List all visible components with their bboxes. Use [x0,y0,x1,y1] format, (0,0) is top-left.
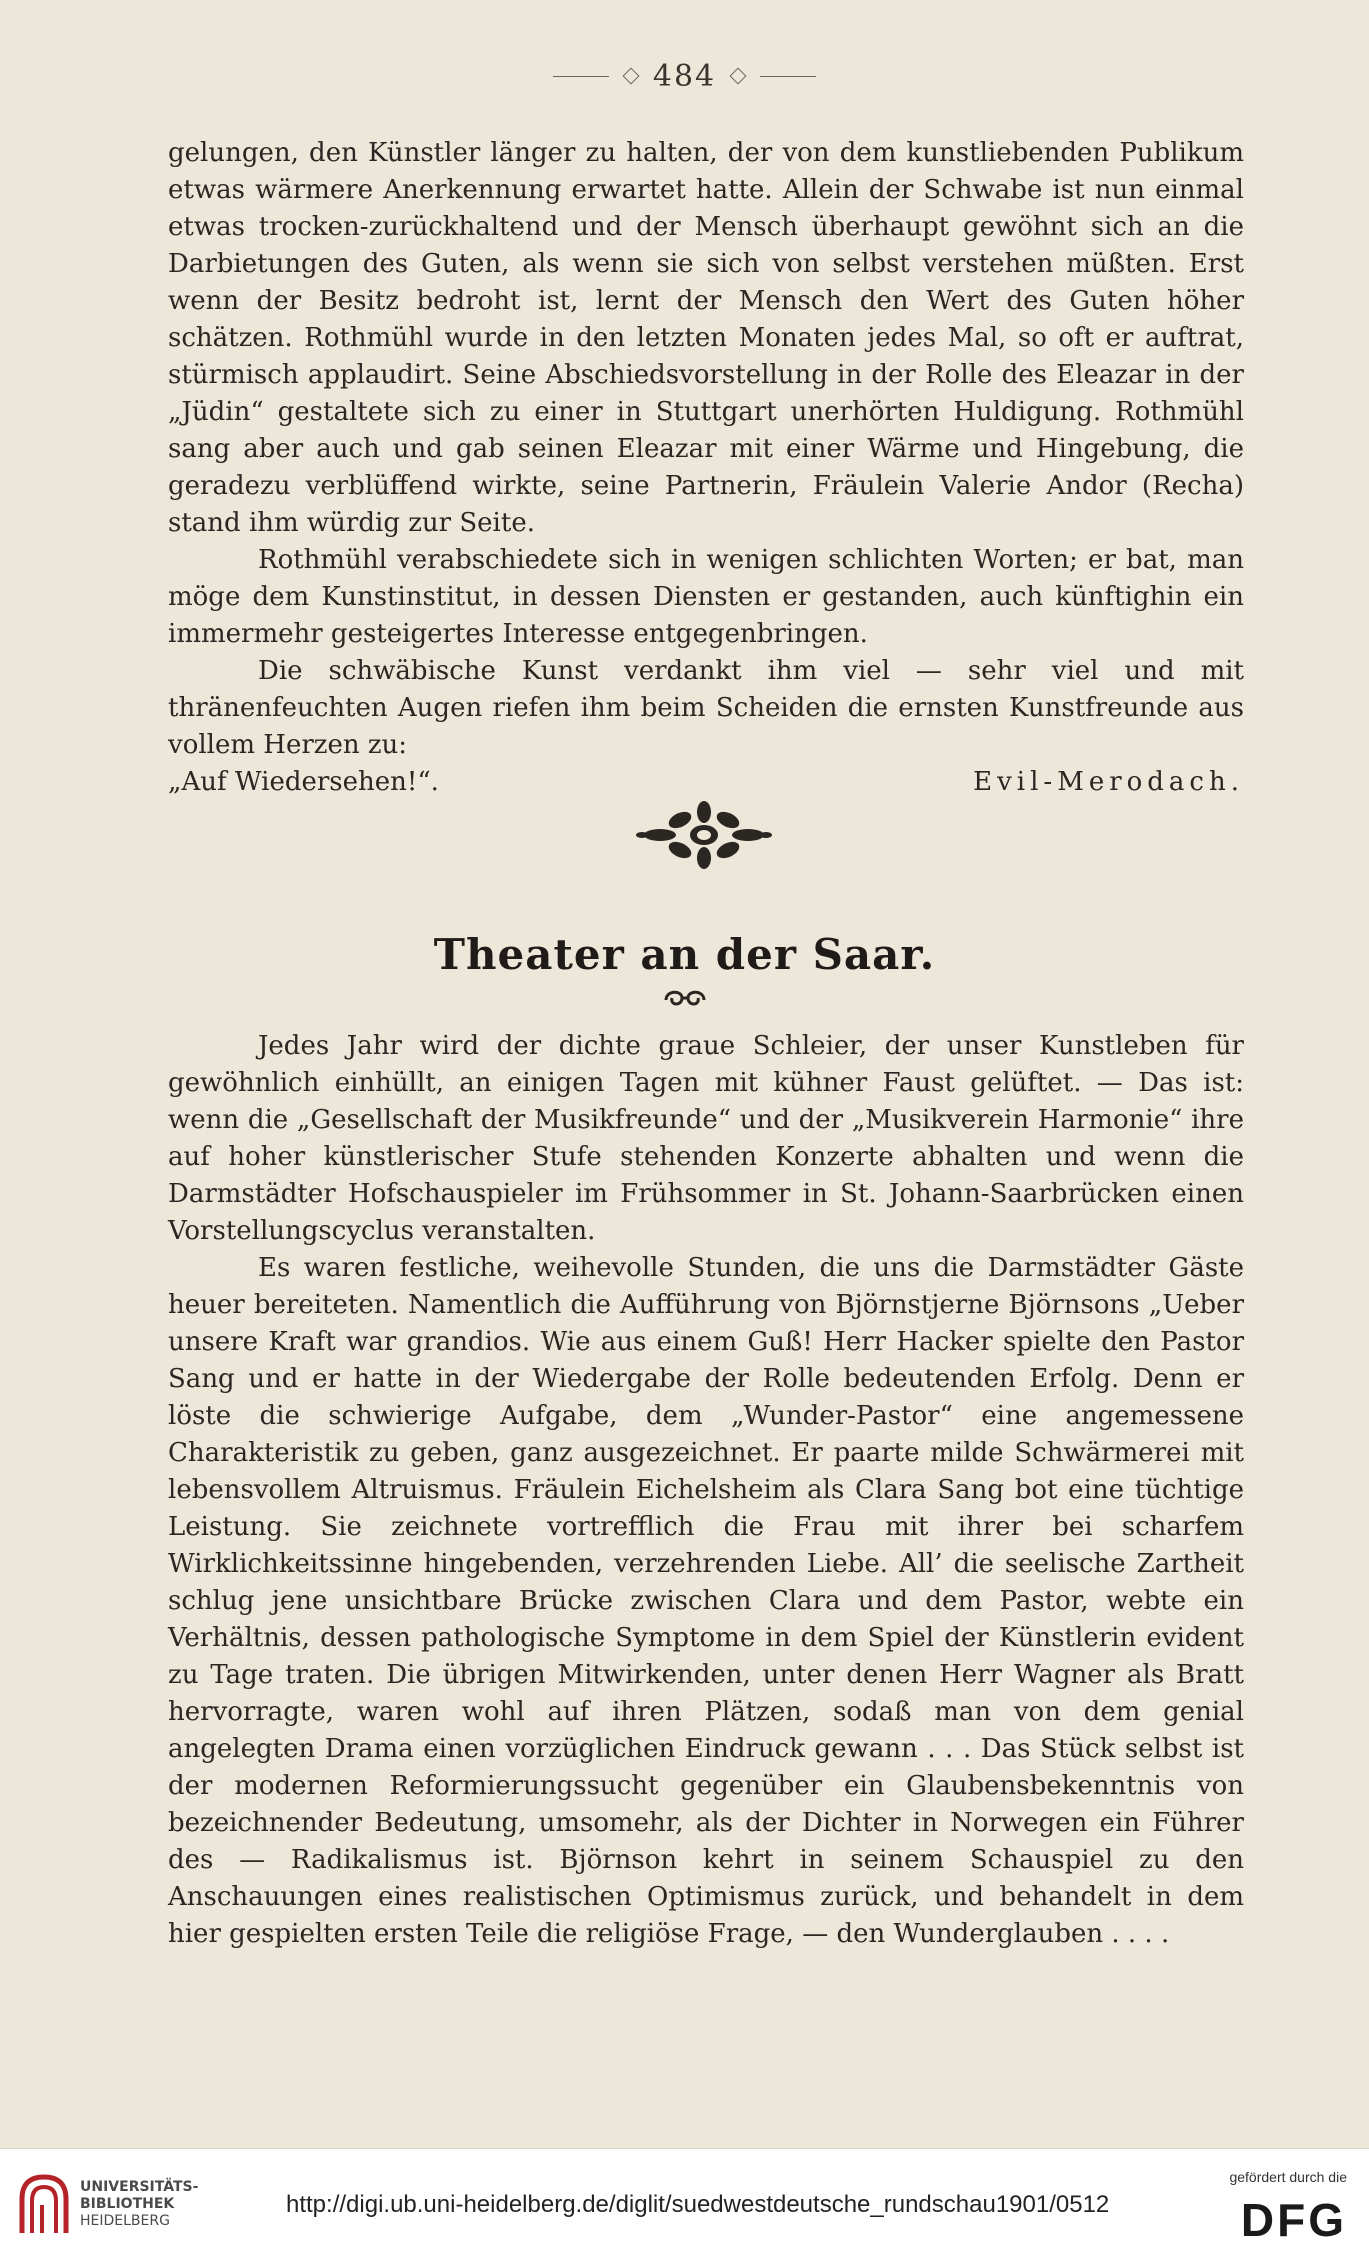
library-name-line: UNIVERSITÄTS- [80,2179,199,2195]
digitization-footer [0,2148,1369,2257]
library-name-line: BIBLIOTHEK [80,2196,175,2212]
article-rothmuehl [168,135,1244,801]
header-rule-left [553,76,609,77]
paragraph: gelungen, den Künstler länger zu halten, der von dem kunstliebenden Publikum etwas wärmere Anerkennung erwartet hatte. Allein der Schwabe ist nun einmal etwas trocken-zurückhaltend und der Mensch überhaupt gewöhnt sich an die Darbietungen des Guten, als wenn sie sich von selbst verstehen müßten. Erst wenn der Besitz bedroht ist, lernt der Mensch den Wert des Guten höher schätzen. Rothmühl wurde in den letzten Monaten jedes Mal, so oft er auftrat, stürmisch applaudirt. Seine Abschiedsvorstellung in der Rolle des Eleazar in der „Jüdin“ gestaltete sich zu einer in Stuttgart unerhörten Huldigung. Rothmühl sang aber auch und gab seinen Eleazar mit einer Wärme und Hingebung, die geradezu verblüffend wirkte, seine Partnerin, Fräulein Valerie Andor (Recha) stand ihm würdig zur Seite. [168,138,1244,538]
paragraph: Es waren festliche, weihevolle Stunden, die uns die Darmstädter Gäste heuer bereiteten. Namentlich die Aufführung von Björnstjerne Björnsons „Ueber unsere Kraft war grandios. Wie aus einem Guß! Herr Hacker spielte den Pastor Sang und er hatte in der Wiedergabe der Rolle bedeutenden Erfolg. Denn er löste die schwierige Aufgabe, dem „Wunder-Pastor“ eine angemessene Charakteristik zu geben, ganz ausgezeichnet. Er paarte milde Schwärmerei mit lebensvollem Altruismus. Fräulein Eichelsheim als Clara Sang bot eine tüchtige Leistung. Sie zeichnete vortrefflich die Frau mit ihrer bei scharfem Wirklichkeitssinne hingebenden, verzehrenden Liebe. All’ die seelische Zartheit schlug jene unsichtbare Brücke zwischen Clara und dem Pastor, webte ein Verhältnis, dessen pathologische Symptome in dem Spiel der Künstlerin evident zu Tage traten. Die übrigen Mitwirkenden, unter denen Herr Wagner als Bratt hervorragte, waren wohl auf ihren Plätzen, sodaß man von dem genial angelegten Drama einen vorzüglichen Eindruck gewann . . . Das Stück selbst ist der modernen Reformierungssucht gegenüber ein Glaubensbekenntnis von bezeichnender Bedeutung, umsomehr, als der Dichter in Norwegen ein Führer des — Radikalismus ist. Björnson kehrt in seinem Schauspiel zu den Anschauungen eines realistischen Optimismus zurück, und behandelt in dem hier gespielten ersten Teile die religiöse Frage, — den Wunderglauben . . . . [168,1253,1244,1949]
title-ornament-icon [660,986,710,1010]
library-name-line: HEIDELBERG [80,2213,170,2229]
university-library-logo-icon [16,2169,72,2239]
closing-text: „Auf Wiedersehen!“. [168,767,439,797]
dfg-logo: DFG [1240,2194,1347,2246]
library-name [80,2179,198,2230]
paragraph: Die schwäbische Kunst verdankt ihm viel — sehr viel und mit thränenfeuchten Augen riefen ihm beim Scheiden die ernsten Kunstfreunde aus vollem Herzen zu: [168,656,1244,760]
header-diamond-left-icon [622,68,639,85]
source-url-link[interactable]: http://digi.ub.uni-heidelberg.de/diglit/suedwestdeutsche_rundschau1901/0512 [286,2191,1110,2218]
paragraph: Jedes Jahr wird der dichte graue Schleier, der unser Kunstleben für gewöhnlich einhüllt, an einigen Tagen mit kühner Faust gelüftet. — Das ist: wenn die „Gesellschaft der Musikfreunde“ und der „Musikverein Harmonie“ ihre auf hoher künstlerischer Stufe stehenden Konzerte abhalten und wenn die Darmstädter Hofschauspieler im Frühsommer in St. Johann-Saarbrücken einen Vorstellungscyclus veranstalten. [168,1031,1244,1246]
page-number: 484 [652,58,717,94]
funding-label: gefördert durch die [1229,2169,1347,2185]
header-diamond-right-icon [730,68,747,85]
article-title: Theater an der Saar. [433,930,936,979]
floral-ornament-icon [634,800,774,870]
article-theater-saar [168,1028,1244,1953]
closing-line [168,764,1244,801]
page-header [0,56,1369,96]
author-signature: Evil-Merodach. [973,767,1244,797]
paragraph: Rothmühl verabschiedete sich in wenigen schlichten Worten; er bat, man möge dem Kunstinstitut, in dessen Diensten er gestanden, auch künftighin ein immermehr gesteigertes Interesse entgegenbringen. [168,545,1244,649]
header-rule-right [760,76,816,77]
